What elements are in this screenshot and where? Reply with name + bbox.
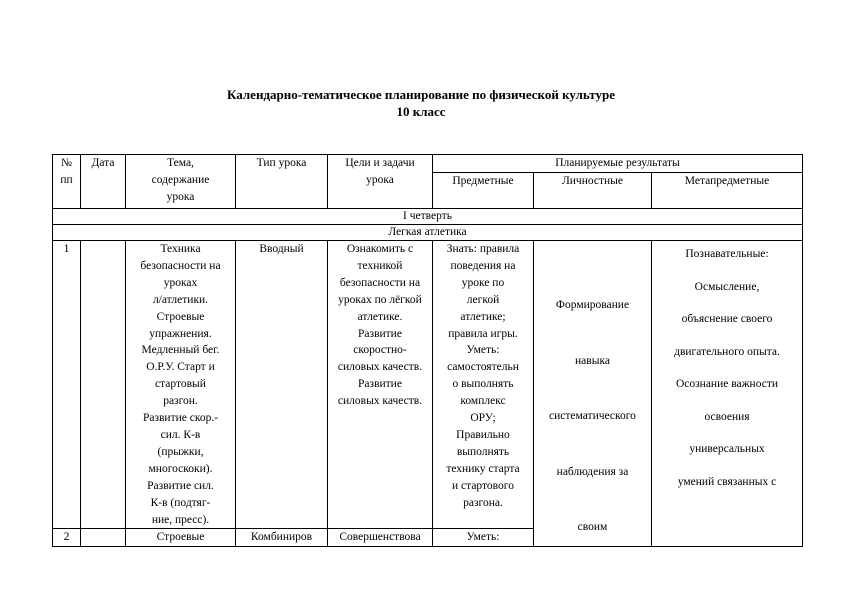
row-goals: Ознакомить с техникой безопасности на уроках по лёгкой атлетике. Развитие скоростно- силовых качеств. Развитие силовых качеств. bbox=[328, 241, 433, 529]
row-lesson-type: Вводный bbox=[236, 241, 328, 529]
row-topic: Строевые bbox=[126, 529, 236, 547]
row-meta-results: Познавательные: Осмысление, объяснение своего двигательного опыта. Осознание важности освоения универсальных умений связанных с bbox=[652, 241, 803, 547]
document-subtitle: 10 класс bbox=[396, 104, 446, 119]
header-personal: Личностные bbox=[534, 173, 652, 209]
header-date: Дата bbox=[81, 155, 126, 209]
header-subject: Предметные bbox=[433, 173, 534, 209]
row-date bbox=[81, 529, 126, 547]
row-topic: Техника безопасности на уроках л/атлетики. Строевые упражнения. Медленный бег. О.Р.У. Старт и стартовый разгон. Развитие скор.- сил. К-в (прыжки, многоскоки). Развитие сил. К-в (подтяг- ние, пресс). bbox=[126, 241, 236, 529]
header-meta: Метапредметные bbox=[652, 173, 803, 209]
table-row bbox=[53, 241, 803, 529]
section-row: Легкая атлетика bbox=[53, 225, 803, 241]
row-subject-results: Знать: правила поведения на уроке по легкой атлетике; правила игры. Уметь: самостоятельн о выполнять комплекс ОРУ; Правильно выполнять технику старта и стартового разгона. bbox=[433, 241, 534, 529]
row-num: 1 bbox=[53, 241, 81, 529]
quarter-row: I четверть bbox=[53, 209, 803, 225]
row-goals: Совершенствова bbox=[328, 529, 433, 547]
row-lesson-type: Комбиниров bbox=[236, 529, 328, 547]
row-subject-results: Уметь: bbox=[433, 529, 534, 547]
document-title: Календарно-тематическое планирование по физической культуре bbox=[227, 87, 615, 102]
header-num: № пп bbox=[53, 155, 81, 209]
header-goals: Цели и задачи урока bbox=[328, 155, 433, 209]
header-planned-results: Планируемые результаты bbox=[433, 155, 803, 173]
row-personal-results: Формирование навыка систематического наблюдения за своим bbox=[534, 241, 652, 547]
row-date bbox=[81, 241, 126, 529]
planning-table bbox=[52, 154, 803, 547]
header-topic: Тема, содержание урока bbox=[126, 155, 236, 209]
header-lesson-type: Тип урока bbox=[236, 155, 328, 209]
row-num: 2 bbox=[53, 529, 81, 547]
